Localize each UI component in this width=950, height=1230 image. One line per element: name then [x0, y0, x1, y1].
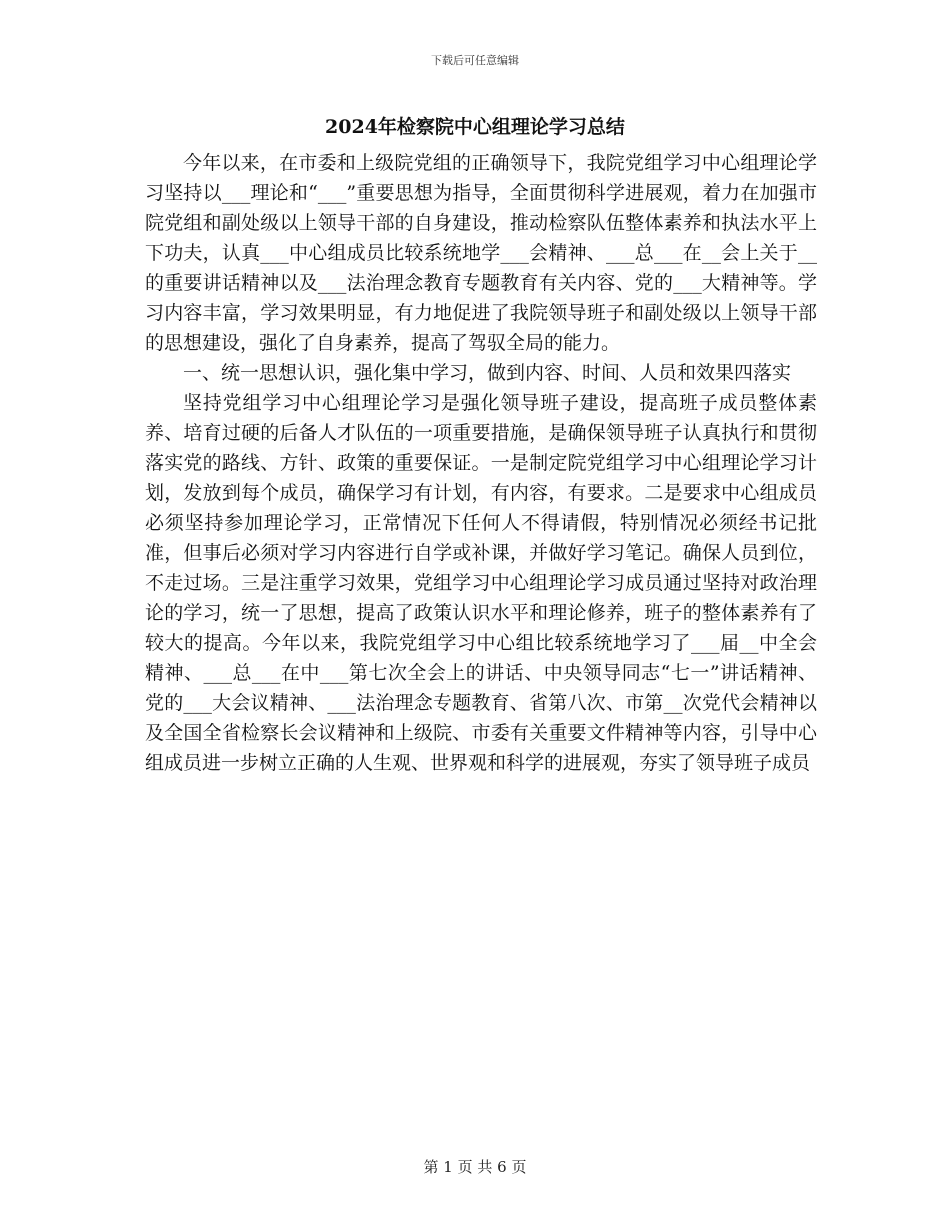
- page-number: 第 1 页 共 6 页: [423, 1158, 527, 1176]
- header-note: 下载后可任意编辑: [431, 54, 519, 67]
- document-title: 2024年检察院中心组理论学习总结: [325, 116, 625, 138]
- document-body: [145, 148, 817, 778]
- section-heading-1: 一、统一思想认识，强化集中学习，做到内容、时间、人员和效果四落实: [183, 362, 792, 384]
- paragraph-section-1: 坚持党组学习中心组理论学习是强化领导班子建设，提高班子成员整体素养、培育过硬的后备人才队伍的一项重要措施，是确保领导班子认真执行和贯彻落实党的路线、方针、政策的重要保证。一是制定院党组学习中心组理论学习计划，发放到每个成员，确保学习有计划，有内容，有要求。二是要求中心组成员必须坚持参加理论学习，正常情况下任何人不得请假，特别情况必须经书记批准，但事后必须对学习内容进行自学或补课，并做好学习笔记。确保人员到位，不走过场。三是注重学习效果，党组学习中心组理论学习成员通过坚持对政治理论的学习，统一了思想，提高了政策认识水平和理论修养，班子的整体素养有了较大的提高。今年以来，我院党组学习中心组比较系统地学习了___届__中全会精神、___总___在中___第七次全会上的讲话、中央领导同志“七一”讲话精神、党的___大会议精神、___法治理念专题教育、省第八次、市第__次党代会精神以及全国全省检察长会议精神和上级院、市委有关重要文件精神等内容，引导中心组成员进一步树立正确的人生观、世界观和科学的进展观，夯实了领导班子成员: [145, 392, 817, 774]
- paragraph-intro: 今年以来，在市委和上级院党组的正确领导下，我院党组学习中心组理论学习坚持以___理论和“___”重要思想为指导，全面贯彻科学进展观，着力在加强市院党组和副处级以上领导干部的自身建设，推动检察队伍整体素养和执法水平上下功夫，认真___中心组成员比较系统地学___会精神、___总___在__会上关于__的重要讲话精神以及___法治理念教育专题教育有关内容、党的___大精神等。学习内容丰富，学习效果明显，有力地促进了我院领导班子和副处级以上领导干部的思想建设，强化了自身素养，提高了驾驭全局的能力。: [145, 152, 817, 354]
